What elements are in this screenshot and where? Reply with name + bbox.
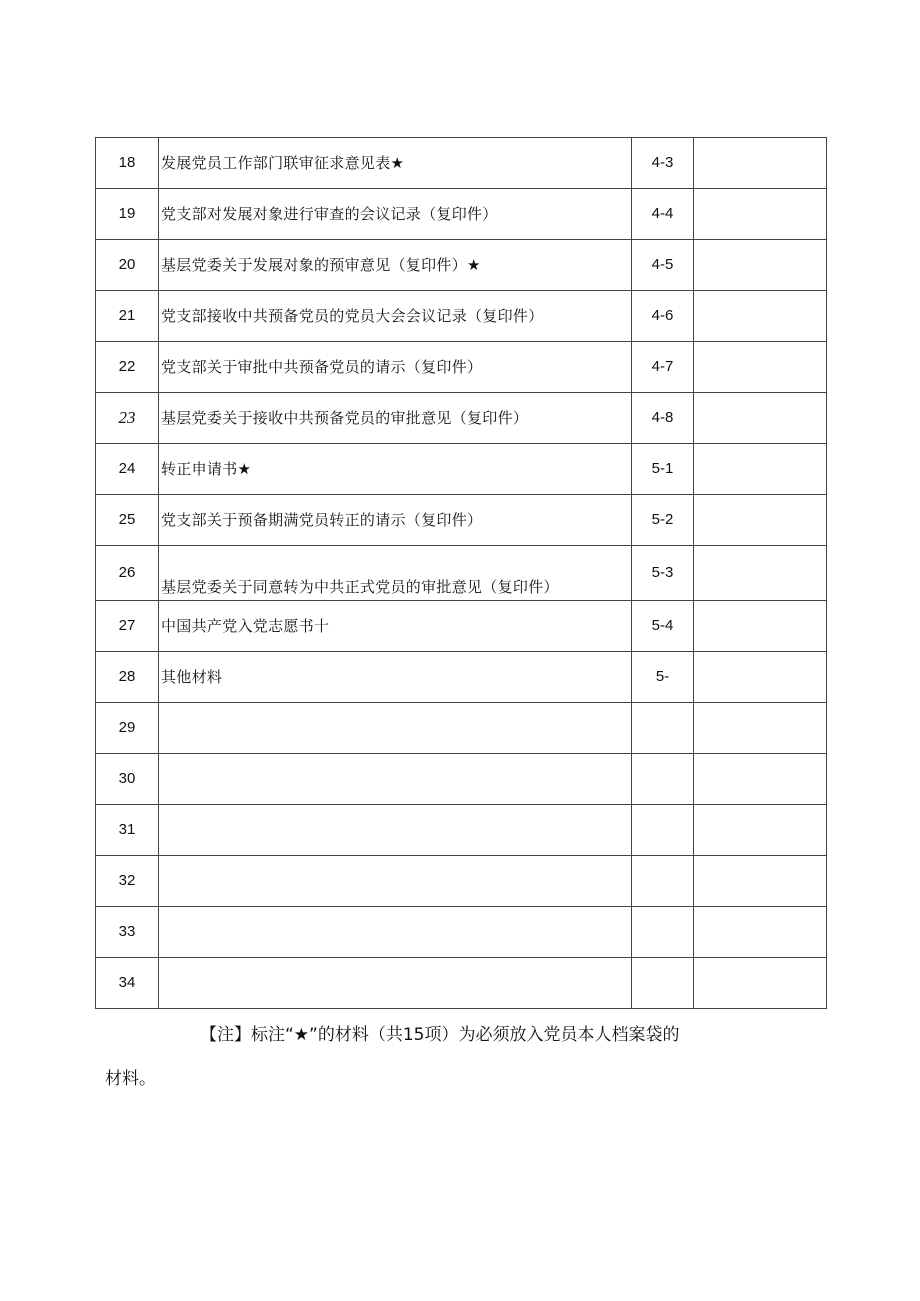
row-number: 32 [96,856,159,907]
table-row [96,138,827,189]
row-number: 28 [96,652,159,703]
remark-cell [694,495,827,546]
table-row [96,291,827,342]
table-row [96,342,827,393]
remark-cell [694,393,827,444]
table-row [96,601,827,652]
table-row [96,754,827,805]
material-name [159,907,632,958]
material-code [632,958,694,1009]
remark-cell [694,240,827,291]
remark-cell [694,546,827,601]
remark-cell [694,652,827,703]
material-code [632,754,694,805]
remark-cell [694,856,827,907]
material-name [159,958,632,1009]
material-code [632,703,694,754]
material-name: 党支部关于审批中共预备党员的请示（复印件） [159,342,632,393]
remark-cell [694,601,827,652]
material-name [159,754,632,805]
material-name: 其他材料 [159,652,632,703]
remark-cell [694,444,827,495]
row-number: 23 [96,393,159,444]
row-number: 34 [96,958,159,1009]
row-number: 20 [96,240,159,291]
material-code: 5-4 [632,601,694,652]
table-row [96,856,827,907]
material-code: 4-3 [632,138,694,189]
row-number: 27 [96,601,159,652]
row-number: 22 [96,342,159,393]
row-number: 26 [96,546,159,601]
material-name [159,805,632,856]
material-code: 5-1 [632,444,694,495]
footnote-line-1: 【注】标注“★”的材料（共15项）为必须放入党员本人档案袋的 [200,1025,680,1045]
row-number: 19 [96,189,159,240]
material-code: 4-4 [632,189,694,240]
row-number: 21 [96,291,159,342]
material-code: 5-2 [632,495,694,546]
table-row [96,189,827,240]
table-row [96,958,827,1009]
material-name: 党支部接收中共预备党员的党员大会会议记录（复印件） [159,291,632,342]
material-name: 党支部关于预备期满党员转正的请示（复印件） [159,495,632,546]
material-name: 基层党委关于同意转为中共正式党员的审批意见（复印件） [159,546,632,601]
material-name: 基层党委关于接收中共预备党员的审批意见（复印件） [159,393,632,444]
materials-table [95,137,827,1009]
table-row [96,652,827,703]
material-code [632,856,694,907]
material-name: 发展党员工作部门联审征求意见表★ [159,138,632,189]
table-row [96,703,827,754]
table-row [96,240,827,291]
row-number: 31 [96,805,159,856]
material-name: 党支部对发展对象进行审查的会议记录（复印件） [159,189,632,240]
material-name [159,856,632,907]
material-code [632,805,694,856]
material-code: 4-5 [632,240,694,291]
table-row [96,805,827,856]
remark-cell [694,703,827,754]
remark-cell [694,291,827,342]
material-name: 基层党委关于发展对象的预审意见（复印件）★ [159,240,632,291]
remark-cell [694,958,827,1009]
material-code: 5- [632,652,694,703]
material-code: 4-6 [632,291,694,342]
material-code: 5-3 [632,546,694,601]
row-number: 30 [96,754,159,805]
remark-cell [694,138,827,189]
table-row [96,444,827,495]
row-number: 24 [96,444,159,495]
table-row [96,393,827,444]
row-number: 25 [96,495,159,546]
material-name: 转正申请书★ [159,444,632,495]
material-name: 中国共产党入党志愿书十 [159,601,632,652]
table-row [96,495,827,546]
footnote-line-2: 材料。 [105,1069,156,1089]
remark-cell [694,189,827,240]
material-name [159,703,632,754]
row-number: 33 [96,907,159,958]
material-code [632,907,694,958]
row-number: 29 [96,703,159,754]
remark-cell [694,805,827,856]
material-code: 4-8 [632,393,694,444]
table-row [96,546,827,601]
table-row [96,907,827,958]
remark-cell [694,342,827,393]
material-code: 4-7 [632,342,694,393]
remark-cell [694,907,827,958]
remark-cell [694,754,827,805]
row-number: 18 [96,138,159,189]
